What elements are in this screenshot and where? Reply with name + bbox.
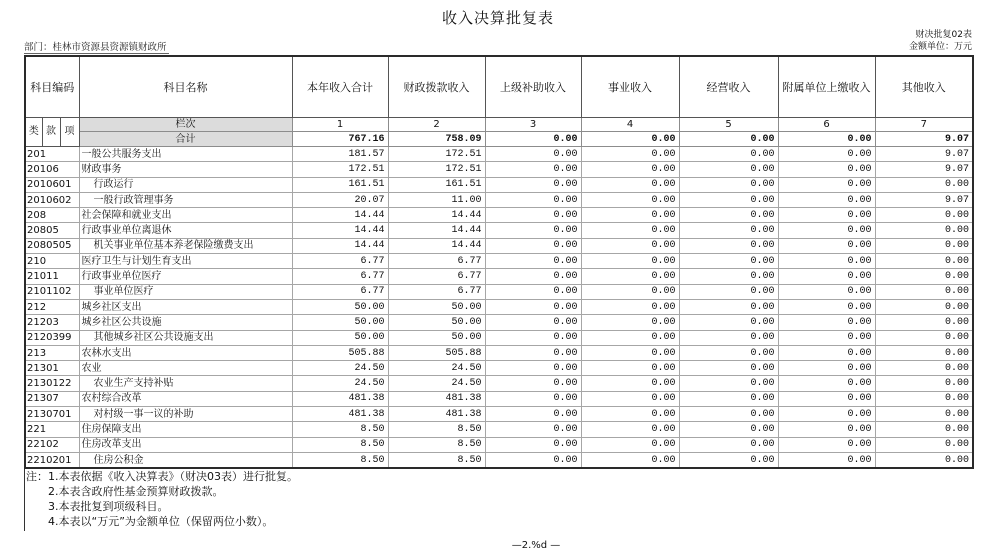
row-value-superior-subsidy: 0.00 xyxy=(485,238,581,253)
notes-label: 注： xyxy=(26,470,48,483)
column-index-4: 4 xyxy=(581,118,679,132)
row-value-business-income: 0.00 xyxy=(581,284,679,299)
row-subject-code: 20805 xyxy=(25,223,79,238)
row-value-operating-income: 0.00 xyxy=(679,238,778,253)
table-row xyxy=(25,345,973,360)
row-value-affiliated-remittance: 0.00 xyxy=(778,345,875,360)
row-value-fiscal-appropriation: 8.50 xyxy=(388,422,485,437)
header-code-class: 类 xyxy=(25,118,42,147)
row-value-other-income: 0.00 xyxy=(875,345,973,360)
row-value-other-income: 0.00 xyxy=(875,391,973,406)
row-value-total-income: 181.57 xyxy=(292,147,388,162)
row-subject-name: 农业生产支持补贴 xyxy=(79,376,292,391)
row-value-total-income: 24.50 xyxy=(292,361,388,376)
row-subject-name: 其他城乡社区公共设施支出 xyxy=(79,330,292,345)
table-row xyxy=(25,422,973,437)
report-title: 收入决算批复表 xyxy=(441,9,554,27)
row-value-other-income: 0.00 xyxy=(875,254,973,269)
row-value-operating-income: 0.00 xyxy=(679,284,778,299)
row-value-other-income: 0.00 xyxy=(875,208,973,223)
row-value-total-income: 50.00 xyxy=(292,330,388,345)
row-value-total-income: 6.77 xyxy=(292,284,388,299)
table-row xyxy=(25,437,973,452)
row-subject-name: 城乡社区支出 xyxy=(79,299,292,314)
row-value-fiscal-appropriation: 481.38 xyxy=(388,407,485,422)
header-code-section: 款 xyxy=(42,118,60,147)
note-item: 4.本表以“万元”为金额单位（保留两位小数）。 xyxy=(48,515,274,528)
row-value-fiscal-appropriation: 24.50 xyxy=(388,376,485,391)
table-row xyxy=(25,299,973,314)
row-subject-code: 2101102 xyxy=(25,284,79,299)
row-subject-name: 事业单位医疗 xyxy=(79,284,292,299)
table-row xyxy=(25,361,973,376)
row-value-affiliated-remittance: 0.00 xyxy=(778,330,875,345)
row-value-total-income: 8.50 xyxy=(292,422,388,437)
row-value-business-income: 0.00 xyxy=(581,162,679,177)
table-row xyxy=(25,208,973,223)
row-subject-name: 行政事业单位离退休 xyxy=(79,223,292,238)
row-value-operating-income: 0.00 xyxy=(679,269,778,284)
row-value-business-income: 0.00 xyxy=(581,437,679,452)
row-subject-code: 210 xyxy=(25,254,79,269)
row-value-fiscal-appropriation: 14.44 xyxy=(388,238,485,253)
row-value-affiliated-remittance: 0.00 xyxy=(778,437,875,452)
row-value-superior-subsidy: 0.00 xyxy=(485,315,581,330)
row-value-superior-subsidy: 0.00 xyxy=(485,147,581,162)
row-subject-code: 2010601 xyxy=(25,177,79,192)
row-value-affiliated-remittance: 0.00 xyxy=(778,192,875,207)
row-value-superior-subsidy: 0.00 xyxy=(485,284,581,299)
row-subject-name: 对村级一事一议的补助 xyxy=(79,407,292,422)
row-value-other-income: 9.07 xyxy=(875,147,973,162)
row-value-superior-subsidy: 0.00 xyxy=(485,162,581,177)
row-value-operating-income: 0.00 xyxy=(679,147,778,162)
row-value-fiscal-appropriation: 6.77 xyxy=(388,284,485,299)
row-value-fiscal-appropriation: 11.00 xyxy=(388,192,485,207)
row-value-fiscal-appropriation: 50.00 xyxy=(388,330,485,345)
row-value-operating-income: 0.00 xyxy=(679,391,778,406)
row-value-superior-subsidy: 0.00 xyxy=(485,177,581,192)
row-value-other-income: 0.00 xyxy=(875,238,973,253)
header-col-fiscal-appropriation: 财政拨款收入 xyxy=(388,56,485,118)
row-subject-code: 201 xyxy=(25,147,79,162)
row-value-operating-income: 0.00 xyxy=(679,345,778,360)
row-value-total-income: 6.77 xyxy=(292,269,388,284)
header-subject-name: 科目名称 xyxy=(79,56,292,118)
row-subject-name: 行政运行 xyxy=(79,177,292,192)
total-value-operating-income: 0.00 xyxy=(679,132,778,147)
row-value-superior-subsidy: 0.00 xyxy=(485,192,581,207)
row-value-other-income: 0.00 xyxy=(875,361,973,376)
row-value-superior-subsidy: 0.00 xyxy=(485,422,581,437)
header-col-operating-income: 经营收入 xyxy=(679,56,778,118)
total-value-fiscal-appropriation: 758.09 xyxy=(388,132,485,147)
row-value-fiscal-appropriation: 8.50 xyxy=(388,437,485,452)
row-value-fiscal-appropriation: 481.38 xyxy=(388,391,485,406)
column-index-5: 5 xyxy=(679,118,778,132)
row-value-other-income: 0.00 xyxy=(875,315,973,330)
row-subject-name: 住房保障支出 xyxy=(79,422,292,437)
row-value-superior-subsidy: 0.00 xyxy=(485,254,581,269)
header-row xyxy=(25,56,973,118)
form-code: 财决批复02表 xyxy=(915,30,972,40)
row-value-operating-income: 0.00 xyxy=(679,437,778,452)
row-subject-code: 2130701 xyxy=(25,407,79,422)
row-value-affiliated-remittance: 0.00 xyxy=(778,391,875,406)
header-col-business-income: 事业收入 xyxy=(581,56,679,118)
income-approval-table xyxy=(24,55,974,469)
row-value-fiscal-appropriation: 161.51 xyxy=(388,177,485,192)
row-subject-name: 农林水支出 xyxy=(79,345,292,360)
row-value-affiliated-remittance: 0.00 xyxy=(778,208,875,223)
table-row xyxy=(25,269,973,284)
row-value-business-income: 0.00 xyxy=(581,330,679,345)
row-value-other-income: 0.00 xyxy=(875,452,973,468)
column-index-1: 1 xyxy=(292,118,388,132)
row-value-total-income: 172.51 xyxy=(292,162,388,177)
row-subject-code: 2080505 xyxy=(25,238,79,253)
table-row xyxy=(25,147,973,162)
row-value-affiliated-remittance: 0.00 xyxy=(778,223,875,238)
row-value-superior-subsidy: 0.00 xyxy=(485,208,581,223)
table-row xyxy=(25,284,973,299)
row-value-other-income: 0.00 xyxy=(875,330,973,345)
row-value-affiliated-remittance: 0.00 xyxy=(778,269,875,284)
row-value-total-income: 24.50 xyxy=(292,376,388,391)
note-item: 2.本表含政府性基金预算财政拨款。 xyxy=(48,485,224,498)
table-row xyxy=(25,407,973,422)
header-col-other-income: 其他收入 xyxy=(875,56,973,118)
note-item: 3.本表批复到项级科目。 xyxy=(48,500,169,513)
row-subject-name: 农村综合改革 xyxy=(79,391,292,406)
row-value-operating-income: 0.00 xyxy=(679,407,778,422)
row-value-affiliated-remittance: 0.00 xyxy=(778,361,875,376)
table-row xyxy=(25,452,973,468)
row-value-business-income: 0.00 xyxy=(581,223,679,238)
row-value-total-income: 8.50 xyxy=(292,452,388,468)
row-subject-code: 2130122 xyxy=(25,376,79,391)
table-row xyxy=(25,330,973,345)
row-value-superior-subsidy: 0.00 xyxy=(485,361,581,376)
header-subject-code: 科目编码 xyxy=(25,56,79,118)
row-value-fiscal-appropriation: 50.00 xyxy=(388,299,485,314)
row-value-affiliated-remittance: 0.00 xyxy=(778,162,875,177)
row-subject-name: 行政事业单位医疗 xyxy=(79,269,292,284)
row-value-business-income: 0.00 xyxy=(581,208,679,223)
note-item: 1.本表依据《收入决算表》（财决03表）进行批复。 xyxy=(48,470,298,483)
table-row xyxy=(25,315,973,330)
row-value-superior-subsidy: 0.00 xyxy=(485,345,581,360)
row-value-fiscal-appropriation: 14.44 xyxy=(388,208,485,223)
row-value-affiliated-remittance: 0.00 xyxy=(778,315,875,330)
table-row xyxy=(25,192,973,207)
total-value-affiliated-remittance: 0.00 xyxy=(778,132,875,147)
row-value-operating-income: 0.00 xyxy=(679,208,778,223)
row-subject-code: 21307 xyxy=(25,391,79,406)
row-value-fiscal-appropriation: 172.51 xyxy=(388,147,485,162)
row-value-operating-income: 0.00 xyxy=(679,192,778,207)
row-value-other-income: 0.00 xyxy=(875,407,973,422)
row-subject-code: 2210201 xyxy=(25,452,79,468)
row-value-total-income: 481.38 xyxy=(292,407,388,422)
row-subject-name: 农业 xyxy=(79,361,292,376)
column-index-3: 3 xyxy=(485,118,581,132)
header-col-total-income: 本年收入合计 xyxy=(292,56,388,118)
table-body xyxy=(25,147,973,469)
row-value-superior-subsidy: 0.00 xyxy=(485,376,581,391)
total-row xyxy=(25,132,973,147)
row-subject-name: 住房公积金 xyxy=(79,452,292,468)
header-col-affiliated-remittance: 附属单位上缴收入 xyxy=(778,56,875,118)
row-value-other-income: 0.00 xyxy=(875,299,973,314)
row-subject-code: 208 xyxy=(25,208,79,223)
row-subject-code: 2120399 xyxy=(25,330,79,345)
row-value-other-income: 0.00 xyxy=(875,269,973,284)
row-value-business-income: 0.00 xyxy=(581,376,679,391)
row-value-affiliated-remittance: 0.00 xyxy=(778,284,875,299)
row-value-total-income: 14.44 xyxy=(292,223,388,238)
row-value-business-income: 0.00 xyxy=(581,407,679,422)
row-value-superior-subsidy: 0.00 xyxy=(485,269,581,284)
row-value-affiliated-remittance: 0.00 xyxy=(778,299,875,314)
row-value-business-income: 0.00 xyxy=(581,361,679,376)
total-label: 合计 xyxy=(79,132,292,147)
row-subject-code: 221 xyxy=(25,422,79,437)
table-row xyxy=(25,238,973,253)
row-subject-code: 2010602 xyxy=(25,192,79,207)
row-subject-code: 21011 xyxy=(25,269,79,284)
row-value-total-income: 14.44 xyxy=(292,238,388,253)
total-value-superior-subsidy: 0.00 xyxy=(485,132,581,147)
row-value-total-income: 481.38 xyxy=(292,391,388,406)
row-value-operating-income: 0.00 xyxy=(679,177,778,192)
row-value-affiliated-remittance: 0.00 xyxy=(778,376,875,391)
column-index-6: 6 xyxy=(778,118,875,132)
row-value-affiliated-remittance: 0.00 xyxy=(778,238,875,253)
row-value-operating-income: 0.00 xyxy=(679,299,778,314)
row-subject-name: 医疗卫生与计划生育支出 xyxy=(79,254,292,269)
row-subject-code: 213 xyxy=(25,345,79,360)
row-value-operating-income: 0.00 xyxy=(679,315,778,330)
row-value-fiscal-appropriation: 6.77 xyxy=(388,254,485,269)
total-value-total-income: 767.16 xyxy=(292,132,388,147)
row-value-business-income: 0.00 xyxy=(581,422,679,437)
row-value-fiscal-appropriation: 24.50 xyxy=(388,361,485,376)
row-value-other-income: 0.00 xyxy=(875,376,973,391)
row-value-superior-subsidy: 0.00 xyxy=(485,452,581,468)
department: 部门：桂林市资源县资源镇财政所 xyxy=(24,42,167,53)
row-subject-code: 20106 xyxy=(25,162,79,177)
column-index-row xyxy=(25,118,973,132)
row-value-affiliated-remittance: 0.00 xyxy=(778,147,875,162)
row-value-total-income: 20.07 xyxy=(292,192,388,207)
row-value-business-income: 0.00 xyxy=(581,391,679,406)
row-value-other-income: 0.00 xyxy=(875,177,973,192)
table-header xyxy=(25,56,973,147)
total-value-business-income: 0.00 xyxy=(581,132,679,147)
row-subject-code: 21301 xyxy=(25,361,79,376)
row-value-other-income: 0.00 xyxy=(875,422,973,437)
row-value-total-income: 14.44 xyxy=(292,208,388,223)
row-value-fiscal-appropriation: 50.00 xyxy=(388,315,485,330)
row-value-affiliated-remittance: 0.00 xyxy=(778,177,875,192)
row-value-total-income: 8.50 xyxy=(292,437,388,452)
row-value-other-income: 0.00 xyxy=(875,437,973,452)
row-value-business-income: 0.00 xyxy=(581,192,679,207)
total-value-other-income: 9.07 xyxy=(875,132,973,147)
row-value-affiliated-remittance: 0.00 xyxy=(778,422,875,437)
row-value-business-income: 0.00 xyxy=(581,269,679,284)
row-value-fiscal-appropriation: 6.77 xyxy=(388,269,485,284)
row-value-operating-income: 0.00 xyxy=(679,162,778,177)
header-col-superior-subsidy: 上级补助收入 xyxy=(485,56,581,118)
row-value-superior-subsidy: 0.00 xyxy=(485,299,581,314)
row-value-superior-subsidy: 0.00 xyxy=(485,391,581,406)
row-value-affiliated-remittance: 0.00 xyxy=(778,452,875,468)
row-value-operating-income: 0.00 xyxy=(679,361,778,376)
row-subject-name: 一般行政管理事务 xyxy=(79,192,292,207)
row-value-superior-subsidy: 0.00 xyxy=(485,407,581,422)
row-subject-name: 社会保障和就业支出 xyxy=(79,208,292,223)
row-value-business-income: 0.00 xyxy=(581,299,679,314)
notes-list xyxy=(48,469,298,531)
row-value-total-income: 6.77 xyxy=(292,254,388,269)
row-value-affiliated-remittance: 0.00 xyxy=(778,254,875,269)
row-subject-name: 财政事务 xyxy=(79,162,292,177)
row-value-fiscal-appropriation: 172.51 xyxy=(388,162,485,177)
row-value-other-income: 0.00 xyxy=(875,223,973,238)
table-row xyxy=(25,177,973,192)
header-code-item: 项 xyxy=(60,118,79,147)
row-value-superior-subsidy: 0.00 xyxy=(485,223,581,238)
table-row xyxy=(25,391,973,406)
row-subject-name: 一般公共服务支出 xyxy=(79,147,292,162)
table-row xyxy=(25,376,973,391)
row-value-total-income: 50.00 xyxy=(292,315,388,330)
notes xyxy=(24,469,298,531)
row-value-business-income: 0.00 xyxy=(581,147,679,162)
column-index-2: 2 xyxy=(388,118,485,132)
column-index-label: 栏次 xyxy=(79,118,292,132)
row-value-total-income: 161.51 xyxy=(292,177,388,192)
row-subject-name: 机关事业单位基本养老保险缴费支出 xyxy=(79,238,292,253)
page-number: —2.%d — xyxy=(511,540,561,551)
row-value-operating-income: 0.00 xyxy=(679,223,778,238)
row-value-superior-subsidy: 0.00 xyxy=(485,330,581,345)
row-value-fiscal-appropriation: 505.88 xyxy=(388,345,485,360)
row-value-operating-income: 0.00 xyxy=(679,330,778,345)
row-subject-name: 城乡社区公共设施 xyxy=(79,315,292,330)
row-value-other-income: 9.07 xyxy=(875,162,973,177)
row-subject-name: 住房改革支出 xyxy=(79,437,292,452)
row-value-business-income: 0.00 xyxy=(581,177,679,192)
row-value-other-income: 0.00 xyxy=(875,284,973,299)
row-value-total-income: 50.00 xyxy=(292,299,388,314)
table-row xyxy=(25,162,973,177)
row-value-superior-subsidy: 0.00 xyxy=(485,437,581,452)
row-value-fiscal-appropriation: 14.44 xyxy=(388,223,485,238)
row-value-business-income: 0.00 xyxy=(581,238,679,253)
row-subject-code: 21203 xyxy=(25,315,79,330)
row-value-operating-income: 0.00 xyxy=(679,376,778,391)
row-value-business-income: 0.00 xyxy=(581,452,679,468)
row-subject-code: 212 xyxy=(25,299,79,314)
table-row xyxy=(25,254,973,269)
table-row xyxy=(25,223,973,238)
amount-unit: 金额单位：万元 xyxy=(908,42,972,52)
row-value-operating-income: 0.00 xyxy=(679,452,778,468)
row-value-business-income: 0.00 xyxy=(581,345,679,360)
row-value-other-income: 9.07 xyxy=(875,192,973,207)
row-value-total-income: 505.88 xyxy=(292,345,388,360)
row-subject-code: 22102 xyxy=(25,437,79,452)
column-index-7: 7 xyxy=(875,118,973,132)
row-value-affiliated-remittance: 0.00 xyxy=(778,407,875,422)
row-value-operating-income: 0.00 xyxy=(679,254,778,269)
row-value-fiscal-appropriation: 8.50 xyxy=(388,452,485,468)
row-value-operating-income: 0.00 xyxy=(679,422,778,437)
row-value-business-income: 0.00 xyxy=(581,315,679,330)
row-value-business-income: 0.00 xyxy=(581,254,679,269)
